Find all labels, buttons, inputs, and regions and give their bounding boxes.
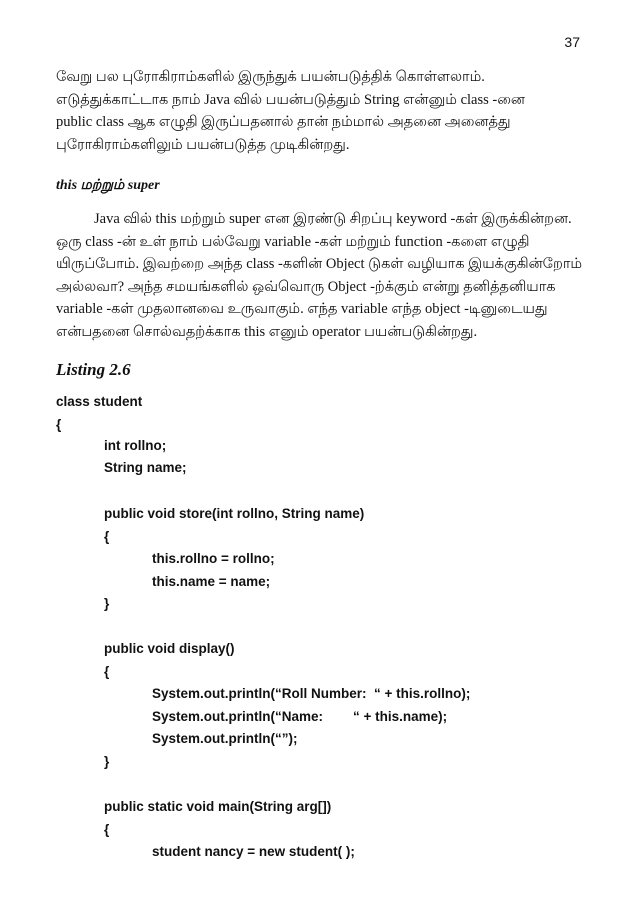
code-line: { (56, 417, 62, 432)
section-heading: this மற்றும் super (56, 178, 160, 193)
paragraph-line: variable -கள் முதலானவை உருவாகும். எந்த variable எந்த object -டினுடையது (56, 301, 548, 317)
paragraph-line: வேறு பல புரோகிராம்களில் இருந்துக் பயன்படுத்திக் கொள்ளலாம். (56, 69, 485, 85)
page-number: 37 (564, 34, 580, 50)
code-line: class student (56, 394, 143, 409)
code-line: int rollno; (104, 438, 167, 453)
code-line: public void store(int rollno, String name) (104, 506, 365, 521)
code-line: { (104, 529, 110, 544)
code-line: this.rollno = rollno; (152, 551, 275, 566)
paragraph-line: யிருப்போம். இவற்றை அந்த class -களின் Object டுகள் வழியாக இயக்குகின்றோம் (56, 256, 583, 272)
intro-paragraph (56, 66, 584, 156)
code-line: } (104, 754, 110, 769)
paragraph-line: எடுத்துக்காட்டாக நாம் Java வில் பயன்படுத்தும் String என்னும் class -னை (56, 91, 525, 108)
paragraph-line: புரோகிராம்களிலும் பயன்படுத்த முடிகின்றது. (56, 136, 350, 153)
paragraph-line: அல்லவா? அந்த சமயங்களில் ஒவ்வொரு Object -ற்க்கும் என்று தனித்தனியாக (56, 278, 556, 295)
code-line: this.name = name; (152, 574, 271, 589)
code-line: student nancy = new student( ); (152, 844, 355, 859)
code-line: System.out.println(“”); (152, 731, 298, 746)
code-line: System.out.println(“Roll Number: “ + this.rollno); (152, 686, 471, 701)
listing-heading: Listing 2.6 (56, 360, 131, 379)
code-line: System.out.println(“Name: “ + this.name); (152, 709, 448, 724)
this-super-paragraph (56, 208, 584, 343)
paragraph-line: Java வில் this மற்றும் super என இரண்டு சிறப்பு keyword -கள் இருக்கின்றன. (94, 211, 572, 227)
code-line: String name; (104, 460, 187, 475)
paragraph-line: என்பதனை சொல்வதற்க்காக this எனும் operator பயன்படுகின்றது. (56, 323, 478, 340)
code-line: { (104, 822, 110, 837)
code-line: public void display() (104, 641, 235, 656)
paragraph-line: public class ஆக எழுதி இருப்பதனால் தான் நம்மால் அதனை அனைத்து (56, 114, 511, 130)
paragraph-line: ஒரு class -ன் உள் நாம் பல்வேறு variable -கள் மற்றும் function -களை எழுதி (56, 233, 530, 250)
code-line: { (104, 664, 110, 679)
code-line: } (104, 596, 110, 611)
code-line: public static void main(String arg[]) (104, 799, 332, 814)
